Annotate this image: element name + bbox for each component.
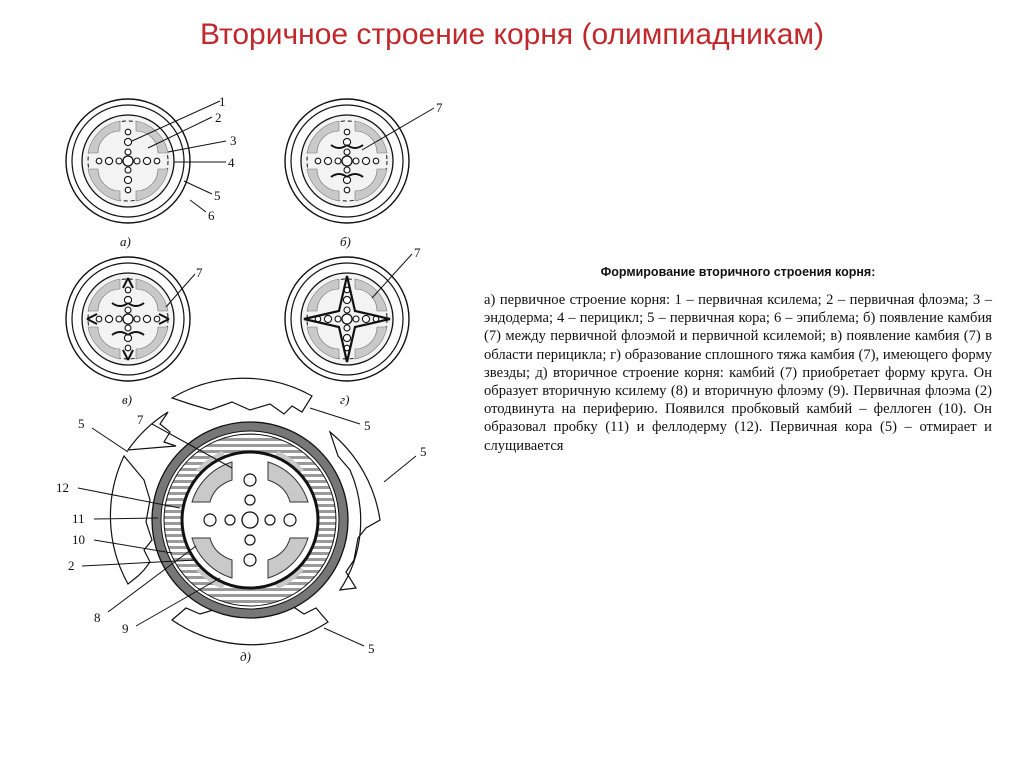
label-d-7: 7 <box>137 412 144 427</box>
label-d-9: 9 <box>122 621 129 636</box>
label-v-7: 7 <box>196 265 203 280</box>
label-a-4: 4 <box>228 155 235 170</box>
panel-letter-b: б) <box>340 234 351 249</box>
label-d-2: 2 <box>68 558 75 573</box>
label-d-12: 12 <box>56 480 69 495</box>
label-a-6: 6 <box>208 208 215 223</box>
label-d-10: 10 <box>72 532 85 547</box>
panel-a <box>66 94 237 249</box>
label-a-3: 3 <box>230 133 237 148</box>
label-d-5-right: 5 <box>420 444 427 459</box>
label-a-5: 5 <box>214 188 221 203</box>
panel-b <box>285 99 443 249</box>
panel-letter-a: а) <box>120 234 131 249</box>
label-d-11: 11 <box>72 511 85 526</box>
label-a-1: 1 <box>219 94 226 109</box>
slide-title: Вторичное строение корня (олимпиадникам) <box>199 18 825 51</box>
panel-letter-v: в) <box>122 392 132 407</box>
label-b-7: 7 <box>436 100 443 115</box>
panel-v <box>66 257 203 407</box>
label-d-8: 8 <box>94 610 101 625</box>
caption-body: а) первичное строение корня: 1 – первичная ксилема; 2 – первичная флоэма; 3 – эндодерма; 4 – перицикл; 5 – первичная кора; 6 – эпиблема; б) появление камбия (7) между первичной флоэмой и первичной ксилемой; в) появление камбия (7) в области перицикла; г) образование сплошного тяжа камбия (7), имеющего форму звезды; д) вторичное строение корня: камбий (7) приобретает форму круга. Он образует вторичную ксилему (8) и вторичную флоэму (9). Первичная флоэма (2) отодвинута на периферию. Появился пробковый камбий – феллоген (10). Он образовал пробку (11) и феллодерму (12). Первичная кора (5) – отмирает и слущивается <box>484 292 992 454</box>
label-a-2: 2 <box>215 110 222 125</box>
panel-letter-d: д) <box>240 649 251 664</box>
label-g-7: 7 <box>414 245 421 260</box>
panel-g <box>285 245 421 407</box>
panel-letter-g: г) <box>340 392 350 407</box>
caption-title: Формирование вторичного строения корня: <box>600 265 876 279</box>
label-d-5-bottom: 5 <box>368 641 375 656</box>
caption <box>484 265 992 455</box>
label-d-5-left: 5 <box>78 416 85 431</box>
label-d-5-top: 5 <box>364 418 371 433</box>
panel-d <box>56 378 427 664</box>
